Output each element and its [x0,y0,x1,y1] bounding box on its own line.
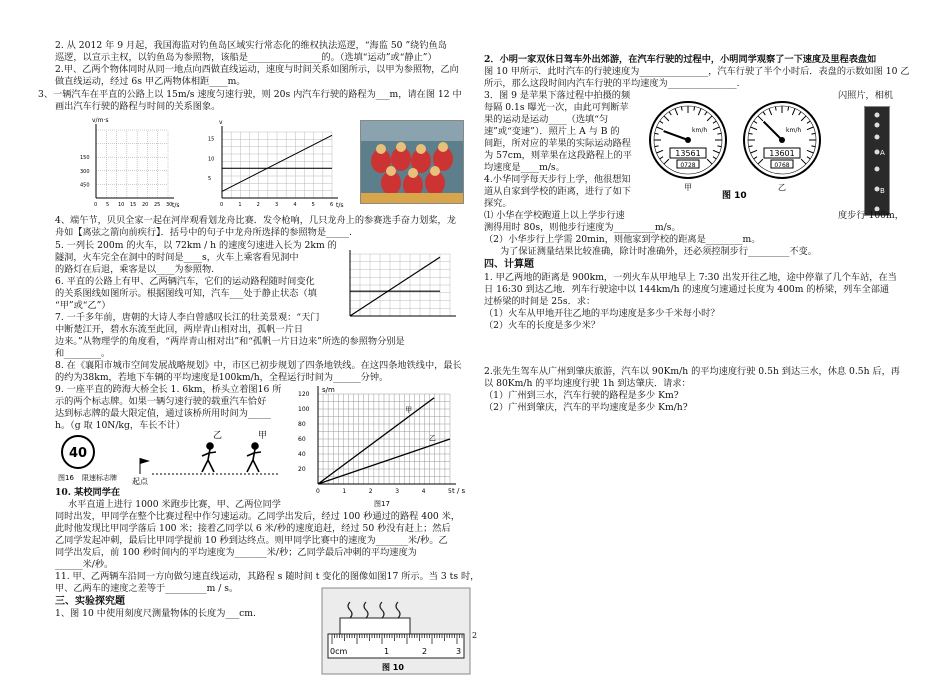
x-tick: 2 [368,488,373,495]
series-yi-label: 乙 [428,434,436,443]
x-tick: 5 [311,202,315,208]
r-q3-line4: 速”或“变速”）．照片上 A 与 B 的 [484,126,620,137]
y-tick: 100 [298,406,310,413]
q9-line2: 示的两个标志牌。如果一辆匀速行驶的载重汽车恰好 [55,396,267,407]
r-q4-tail: 度步行 100m， [838,210,904,221]
y-tick: 450 [80,182,90,189]
x-tick: 6 [330,202,334,208]
q3-line1: 3、一辆汽车在平直的公路上以 15m/s 速度匀速行驶，则 20s 内汽车行驶的路程为___m，请在图 12 中 [38,89,462,100]
apple-flash-photo [864,106,890,216]
section-4-heading: 四、计算题 [484,259,534,270]
r-q3-line3: 果的运动是运动____（选填“匀 [484,114,609,125]
q6-line2: 的关系图线如图所示。根据图线可知，汽车___处于静止状态（填 [55,288,317,299]
runner-jia-label: 甲 [258,431,268,441]
c2-line1: 2.张先生驾车从广州到肇庆旅游，汽车以 90Km/h 的平均速度行驶 0.5h 到达三水，休息 0.5h 后，再 [484,366,900,377]
x-tick: 5 [448,488,452,495]
x-tick: 4 [421,488,426,495]
graph-blank-grid [78,118,178,210]
x-label: t/s [336,202,344,209]
x-tick: 15 [130,202,137,208]
x-tick: 25 [154,202,161,208]
start-label: 起点 [132,477,148,486]
flash-label: 闪照片，相机 [838,90,894,101]
sign-caption: 限速标志牌 [82,474,117,482]
r-q4-line3: 探究。 [484,198,512,209]
x-tick: 3 [275,202,279,208]
series-jia-line [318,398,434,484]
gauge-unit: km/h [786,127,802,134]
flash-A: A [880,149,885,157]
speed-limit-value: 40 [68,446,88,461]
q5-line3: 的路灯在后退，乘客是以____为参照物. [55,264,215,275]
r-q2-line2: 图 10 甲所示．此时汽车的行驶速度为_______________，汽车行驶了半个小时后．表盘的示数如图 10 乙 [484,66,910,77]
c1-line1: 1. 甲乙两地的距离是 900km，一列火车从甲地早上 7:30 出发开往乙地，途中停靠了几个车站，在当 [484,272,897,283]
y-tick: 5 [208,176,212,183]
q2b: 2.甲、乙两个物体同时从同一地点向西做直线运动，速度与时间关系如图所示，以甲为参照物，乙向 [55,64,459,75]
y-label: v [219,119,223,126]
x-tick: 2 [256,202,260,208]
r-q4-line4: ⑴ 小华在学校跑道上以上学步行速 [484,210,625,221]
gauges-caption: 图 10 [722,191,747,201]
flash-B: B [880,187,885,195]
r-q3-line5: 间距，所对应的苹果的实际运动路程 [484,138,631,149]
trip-reading: 0728 [680,162,696,169]
runners-illustration [130,428,290,486]
runner-yi-label: 乙 [213,431,223,441]
c1-line4: （1）火车从甲地开往乙地的平均速度是多少千米每小时？ [484,308,720,319]
x-tick: 0 [94,202,98,208]
q2-line1: 2. 从 2012 年 9 月起，我国海监对钓鱼岛区域实行常态化的维权执法巡逻，“海监 50 ”绕钓鱼岛 [55,40,447,51]
q11-line2: 甲、乙两车的速度之差等于_________m / s。 [55,583,239,594]
x-tick: 1 [238,202,242,208]
ruler-caption: 图 10 [382,663,404,672]
odometer-reading: 13561 [675,149,701,158]
experiment-q1: 1、图 10 中使用刻度尺测量物体的长度为___cm. [55,608,256,619]
q9-line1: 9. 一座平直的跨海大桥全长 1. 6km，桥头立着图16 所 [55,384,282,395]
dragon-boat-photo [360,120,464,204]
gauge-name: 甲 [684,183,692,192]
series-jia-label: 甲 [405,406,413,414]
q4-line2: 舟如【离弦之箭向前疾行】．括号中的句子中龙舟所选择的参照物是_____. [55,227,352,238]
r-q4-line5: 测得用时 80s，则他步行速度为_________m/s。 [484,222,681,233]
ruler-label-1: 1 [384,647,390,656]
x-tick: 30 [166,202,173,208]
x-tick: 0 [220,202,224,208]
q9-line4: h。（g 取 10N/kg，车长不计） [55,420,186,431]
gauge-name: 乙 [778,183,786,192]
r-q4b-line1: （2）小华步行上学需 20min，则他家到学校的距离是________m。 [484,234,761,245]
speedometer-figure [646,94,826,204]
x-tick: 4 [293,202,297,208]
gauge-unit: km/h [692,127,708,134]
r-q2-line3: 所示，那么这段时间内汽车行驶的平均速度为_______________. [484,78,740,89]
section-3-heading: 三、实验探究题 [55,596,125,607]
c2-line4: （2）广州到肇庆，汽车的平均速度是多少 Km/h? [484,402,688,413]
y-tick: 150 [80,155,90,162]
c1-line2: 日 16:30 到达乙地．列车行驶途中以 144km/h 的速度匀速通过长度为 400m 的桥梁，列车全部通 [484,284,890,295]
y-tick: 300 [80,168,90,175]
r-q3-line1: 3．图 9 是苹果下落过程中拍摄的频 [484,90,631,101]
q10-line6: 同学出发后，前 100 秒时间内的平均速度为_______米/秒；乙同学最后冲刺的平均速度为 [55,547,417,558]
y-tick: 10 [208,156,215,163]
q6-line3: “甲”或“乙”） [55,300,111,311]
q10-line4: 此时他发现比甲同学落后 100 米；接着乙同学以 6 米/秒的速度追赶，经过 50 秒没有赶上；然后 [55,523,451,534]
r-q3-line7: 均速度是____m/s。 [484,162,565,173]
q10-line5: 乙同学发起冲刺，最后比甲同学提前 10 秒到达终点。则甲同学比赛中的速度为_______米/秒。乙 [55,535,448,546]
c2-line2: 以 80Km/h 的平均速度行驶 1h 到达肇庆．请求： [484,378,691,389]
r-q3-line2: 每隔 0.1s 曝光一次，由此可判断苹 [484,102,629,113]
r-q2-line1: 2．小明一家双休日驾车外出郊游，在汽车行驶的过程中，小明同学观察了一下速度及里程表盘如 [484,54,877,65]
y-tick: 60 [298,436,306,443]
q2c: 做直线运动，经过 6s 甲乙两物体相距____m。 [55,76,246,87]
q3-line2: 画出汽车行驶的路程与时间的关系图象。 [55,101,221,112]
x-tick: 0 [316,488,320,495]
x-tick: 20 [142,202,149,208]
y-tick: 20 [298,466,306,473]
ruler-label-2: 2 [422,647,428,656]
q10-line7: ______米/秒。 [55,559,114,570]
graph-distance-time-q6 [336,246,462,326]
x-label: t/s [172,202,180,209]
q10-line3: 同时出发，甲同学在整个比赛过程中作匀速运动。乙同学出发后，经过 100 秒通过的路程 400 米， [55,511,461,522]
r-q4b-line2: 为了保证测量结果比较准确，除计时准确外，还必须控制步行_________不变。 [500,246,817,257]
q5-line2: 隧洞，火车完全在洞中的时间是____s，火车上乘客看见洞中 [55,252,299,263]
c2-line3: （1）广州到三水，汽车行驶的路程是多少 Km? [484,390,679,401]
figure-caption: 图17 [374,500,390,508]
speed-limit-sign [58,432,120,484]
y-tick: 120 [298,391,310,398]
q7-line3: 边来。”从物理学的角度看，“两岸青山相对出”和“孤帆一片日边来”所选的参照物分别是 [55,336,405,347]
page-number: 2 [472,631,478,640]
q10-line1: 10. 某校同学在 [55,487,121,498]
graph-figure-17 [296,380,464,508]
ruler-figure [322,588,470,674]
r-q4-line1: 4.小华同学每天步行上学，他很想知 [484,174,631,185]
q6-line1: 6. 平直的公路上有甲、乙两辆汽车，它们的运动路程随时间变化 [55,276,315,287]
y-label: v/m·s [92,117,109,124]
q7-line1: 7. 一千多年前，唐朝的大诗人李白曾感叹长江的壮美景观：“天门 [55,312,320,323]
x-tick: 10 [118,202,125,208]
ruler-label-3: 3 [456,647,462,656]
q9-line3: 达到标志牌的最大限定值，通过该桥所用时间为_____ [55,408,271,419]
gauge-hub [779,137,785,143]
ruler-label-0: 0cm [330,647,348,656]
x-tick: 3 [395,488,400,495]
x-tick: 1 [342,488,347,495]
q8-line2: 的约为38km，若地下车辆的平均速度是100km/h，全程运行时间为______分钟。 [55,372,389,383]
trip-reading: 0768 [774,162,790,169]
q10-line2: 水平直道上进行 1000 米跑步比赛，甲、乙两位同学 [68,499,281,510]
series-jia-line [350,257,440,316]
q11-line1: 11. 甲、乙两辆车沿同一方向做匀速直线运动，其路程 s 随时间 t 变化的图像如图17 所示。当 3 ts 时， [55,571,480,582]
x-tick: 5 [106,202,110,208]
c1-line5: （2）火车的长度是多少米？ [484,320,601,331]
c1-line3: 过桥梁的时间是 25s．求： [484,296,596,307]
y-tick: 15 [208,136,215,143]
q5-line1: 5. 一列长 200m 的火车，以 72km / h 的速度匀速进入长为 2km 的 [55,240,337,251]
odometer-reading: 13601 [769,149,795,158]
q7-line4: 和________。 [55,348,111,359]
x-label: t / s [452,487,466,495]
q4-line1: 4、端午节，贝贝全家一起在河岸观看划龙舟比赛．发令枪响，几只龙舟上的参赛选手奋力划桨，龙 [55,215,456,226]
graph-velocity-time [208,118,348,210]
r-q4-line2: 道从自家到学校的距离，进行了如下 [484,186,631,197]
y-label: s/m [322,386,335,394]
q7-line2: 中断楚江开，碧水东流至此回，两岸青山相对出，孤帆一片日 [55,324,304,335]
gauge-hub [685,137,691,143]
q8-line1: 8. 在《襄阳市城市空间发展战略规划》中，市区已初步规划了四条地铁线。在这四条地铁线中，最长 [55,360,462,371]
r-q3-line6: 为 57cm，则苹果在这段路程上的平 [484,150,632,161]
y-tick: 40 [298,451,306,458]
q2-line2: 巡逻，以宣示主权，以钓鱼岛为参照物，该船是________________的。（选填“运动”或“静止”） [55,52,437,63]
y-tick: 80 [298,421,306,428]
sign-fig-label: 图16 [58,474,74,482]
